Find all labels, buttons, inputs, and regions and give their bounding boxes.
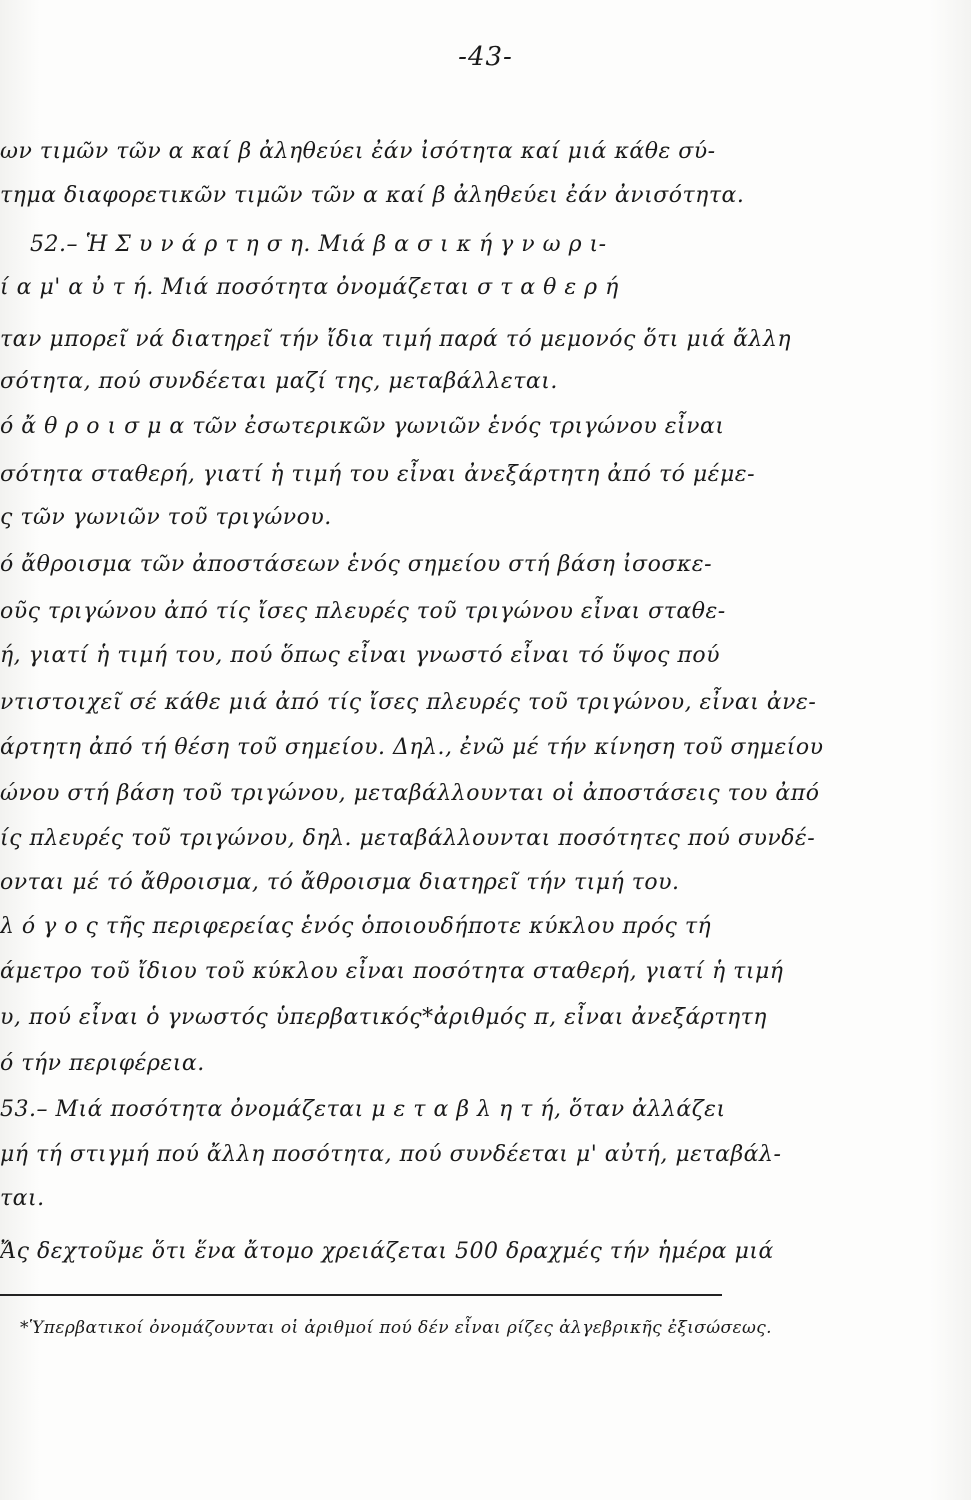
section-heading-52: 52.– Ἡ Σ υ ν ά ρ τ η σ η. Μιά β α σ ι κ ή γ ν ω ρ ι- — [30, 232, 607, 257]
text-line: σότητα σταθερή, γιατί ἡ τιμή του εἶναι ἀνεξάρτητη ἀπό τό μέμε- — [0, 462, 756, 487]
text-line: Ἄς δεχτοῦμε ὅτι ἕνα ἄτομο χρειάζεται 500 δραχμές τήν ἡμέρα μιά — [0, 1239, 774, 1264]
text-line: ί α μ' α ὐ τ ή. Μιά ποσότητα ὀνομάζεται σ τ α θ ε ρ ή — [0, 275, 619, 300]
text-line: τημα διαφορετικῶν τιμῶν τῶν α καί β ἀληθεύει ἐάν ἀνισότητα. — [0, 183, 745, 208]
text-line: ό ἄ θ ρ ο ι σ μ α τῶν ἐσωτερικῶν γωνιῶν ἑνός τριγώνου εἶναι — [0, 414, 725, 439]
text-line: ό ἄθροισμα τῶν ἀποστάσεων ἑνός σημείου στή βάση ἰσοσκε- — [0, 552, 713, 577]
text-line: ώνου στή βάση τοῦ τριγώνου, μεταβάλλουνται οἱ ἀποστάσεις του ἀπό — [0, 781, 820, 806]
text-line: ων τιμῶν τῶν α καί β ἀληθεύει ἐάν ἰσότητα καί μιά κάθε σύ- — [0, 139, 716, 164]
footnote-divider — [0, 1294, 722, 1296]
text-line: μή τή στιγμή πού ἄλλη ποσότητα, πού συνδέεται μ' αὐτή, μεταβάλ- — [0, 1142, 782, 1167]
footnote: *Ὑπερβατικοί ὀνομάζουνται οἱ ἀριθμοί πού δέν εἶναι ρίζες ἀλγεβρικῆς ἐξισώσεως. — [20, 1318, 772, 1338]
text-line: υ, πού εἶναι ὁ γνωστός ὑπερβατικός*ἀριθμός π, εἶναι ἀνεξάρτητη — [0, 1005, 767, 1030]
text-line: λ ό γ ο ς τῆς περιφερείας ἑνός ὁποιουδήποτε κύκλου πρός τή — [0, 914, 712, 939]
text-line: ντιστοιχεῖ σέ κάθε μιά ἀπό τίς ἴσες πλευρές τοῦ τριγώνου, εἶναι ἀνε- — [0, 690, 817, 715]
section-heading-53: 53.– Μιά ποσότητα ὀνομάζεται μ ε τ α β λ η τ ή, ὅταν ἀλλάζει — [0, 1097, 726, 1122]
text-line: ονται μέ τό ἄθροισμα, τό ἄθροισμα διατηρεῖ τήν τιμή του. — [0, 870, 680, 895]
page-number: -43- — [458, 42, 513, 72]
text-line: άμετρο τοῦ ἴδιου τοῦ κύκλου εἶναι ποσότητα σταθερή, γιατί ἡ τιμή — [0, 959, 784, 984]
text-line: ς τῶν γωνιῶν τοῦ τριγώνου. — [0, 505, 332, 530]
text-line: ίς πλευρές τοῦ τριγώνου, δηλ. μεταβάλλουνται ποσότητες πού συνδέ- — [0, 826, 816, 851]
text-line: ή, γιατί ἡ τιμή του, πού ὅπως εἶναι γνωστό εἶναι τό ὕψος πού — [0, 643, 720, 668]
text-line: ταν μπορεῖ νά διατηρεῖ τήν ἴδια τιμή παρά τό μεμονός ὅτι μιά ἄλλη — [0, 327, 792, 352]
text-line: ται. — [0, 1186, 45, 1211]
text-line: οῦς τριγώνου ἀπό τίς ἴσες πλευρές τοῦ τριγώνου εἶναι σταθε- — [0, 599, 726, 624]
text-line: ό τήν περιφέρεια. — [0, 1051, 205, 1076]
text-line: άρτητη ἀπό τή θέση τοῦ σημείου. Δηλ., ἐνῶ μέ τήν κίνηση τοῦ σημείου — [0, 735, 824, 760]
text-line: σότητα, πού συνδέεται μαζί της, μεταβάλλεται. — [0, 369, 558, 394]
